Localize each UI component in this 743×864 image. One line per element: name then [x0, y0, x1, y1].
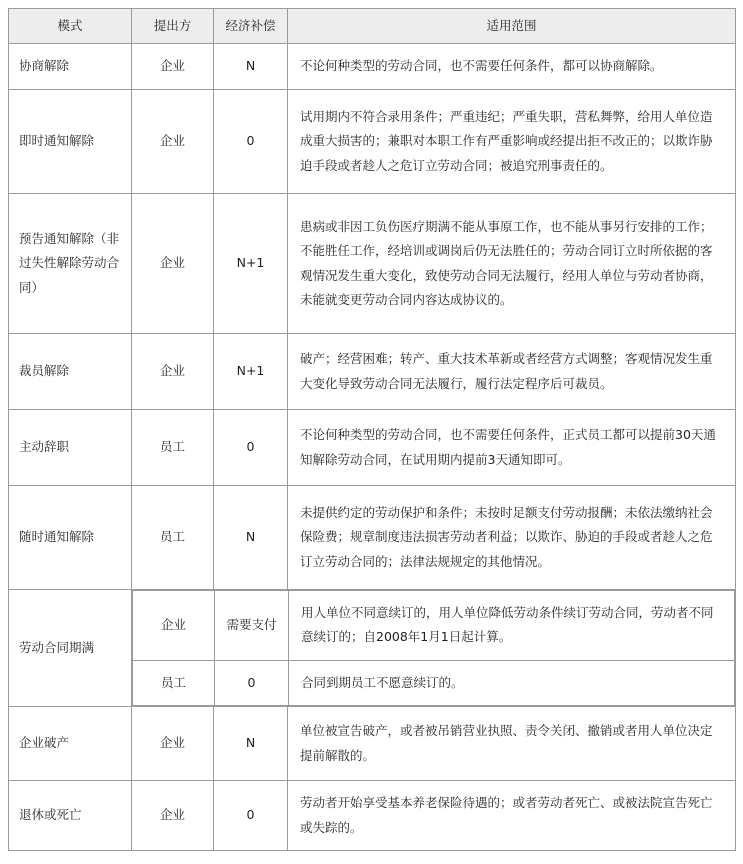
cell-mode: 企业破产	[9, 707, 132, 781]
cell-party: 员工	[133, 660, 215, 705]
labor-contract-termination-table	[8, 8, 736, 851]
cell-party: 企业	[132, 90, 214, 194]
cell-mode: 预告通知解除（非过失性解除劳动合同）	[9, 194, 132, 334]
cell-compensation: 需要支付	[215, 591, 289, 661]
cell-compensation: N	[214, 486, 288, 590]
column-header-compensation: 经济补偿	[214, 9, 288, 44]
cell-party: 企业	[132, 781, 214, 851]
cell-party: 企业	[132, 707, 214, 781]
cell-compensation: 0	[214, 781, 288, 851]
nested-row	[133, 660, 735, 705]
cell-compensation: N	[214, 44, 288, 90]
table-row-grouped	[9, 590, 736, 707]
table-row	[9, 90, 736, 194]
cell-compensation: N+1	[214, 194, 288, 334]
table-header	[9, 9, 736, 44]
cell-scope: 破产；经营困难；转产、重大技术革新或者经营方式调整；客观情况发生重大变化导致劳动合同无法履行，履行法定程序后可裁员。	[288, 334, 736, 410]
table-row	[9, 410, 736, 486]
cell-mode: 劳动合同期满	[9, 590, 132, 707]
table-body	[9, 44, 736, 851]
column-header-scope: 适用范围	[288, 9, 736, 44]
cell-compensation: N	[214, 707, 288, 781]
cell-scope: 不论何种类型的劳动合同，也不需要任何条件，正式员工都可以提前30天通知解除劳动合同，在试用期内提前3天通知即可。	[288, 410, 736, 486]
cell-party: 企业	[132, 44, 214, 90]
table-row	[9, 44, 736, 90]
table-row	[9, 781, 736, 851]
cell-scope: 患病或非因工负伤医疗期满不能从事原工作，也不能从事另行安排的工作；不能胜任工作，经培训或调岗后仍无法胜任的；劳动合同订立时所依据的客观情况发生重大变化，致使劳动合同无法履行，经用人单位与劳动者协商，未能就变更劳动合同内容达成协议的。	[288, 194, 736, 334]
table-row	[9, 486, 736, 590]
cell-scope: 未提供约定的劳动保护和条件；未按时足额支付劳动报酬；未依法缴纳社会保险费；规章制度违法损害劳动者利益；以欺诈、胁迫的手段或者趁人之危订立劳动合同的；法律法规规定的其他情况。	[288, 486, 736, 590]
nested-subtable-cell	[132, 590, 736, 707]
cell-mode: 主动辞职	[9, 410, 132, 486]
cell-mode: 协商解除	[9, 44, 132, 90]
table-row	[9, 334, 736, 410]
table-row	[9, 194, 736, 334]
cell-compensation: 0	[214, 90, 288, 194]
cell-compensation: N+1	[214, 334, 288, 410]
cell-scope: 劳动者开始享受基本养老保险待遇的；或者劳动者死亡、或被法院宣告死亡或失踪的。	[288, 781, 736, 851]
cell-scope: 不论何种类型的劳动合同，也不需要任何条件，都可以协商解除。	[288, 44, 736, 90]
column-header-party: 提出方	[132, 9, 214, 44]
cell-compensation: 0	[214, 410, 288, 486]
nested-subtable	[132, 590, 735, 706]
cell-party: 企业	[133, 591, 215, 661]
cell-scope: 用人单位不同意续订的，用人单位降低劳动条件续订劳动合同，劳动者不同意续订的；自2008年1月1日起计算。	[289, 591, 735, 661]
cell-mode: 退休或死亡	[9, 781, 132, 851]
cell-mode: 即时通知解除	[9, 90, 132, 194]
table-row	[9, 707, 736, 781]
cell-scope: 合同到期员工不愿意续订的。	[289, 660, 735, 705]
cell-party: 企业	[132, 334, 214, 410]
cell-scope: 试用期内不符合录用条件；严重违纪；严重失职，营私舞弊，给用人单位造成重大损害的；兼职对本职工作有严重影响或经提出拒不改正的；以欺诈胁迫手段或者趁人之危订立劳动合同；被追究刑事责任的。	[288, 90, 736, 194]
cell-mode: 随时通知解除	[9, 486, 132, 590]
cell-compensation: 0	[215, 660, 289, 705]
cell-party: 员工	[132, 410, 214, 486]
cell-party: 员工	[132, 486, 214, 590]
table-header-row	[9, 9, 736, 44]
column-header-mode: 模式	[9, 9, 132, 44]
cell-scope: 单位被宣告破产，或者被吊销营业执照、责令关闭、撤销或者用人单位决定提前解散的。	[288, 707, 736, 781]
cell-mode: 裁员解除	[9, 334, 132, 410]
cell-party: 企业	[132, 194, 214, 334]
nested-row	[133, 591, 735, 661]
